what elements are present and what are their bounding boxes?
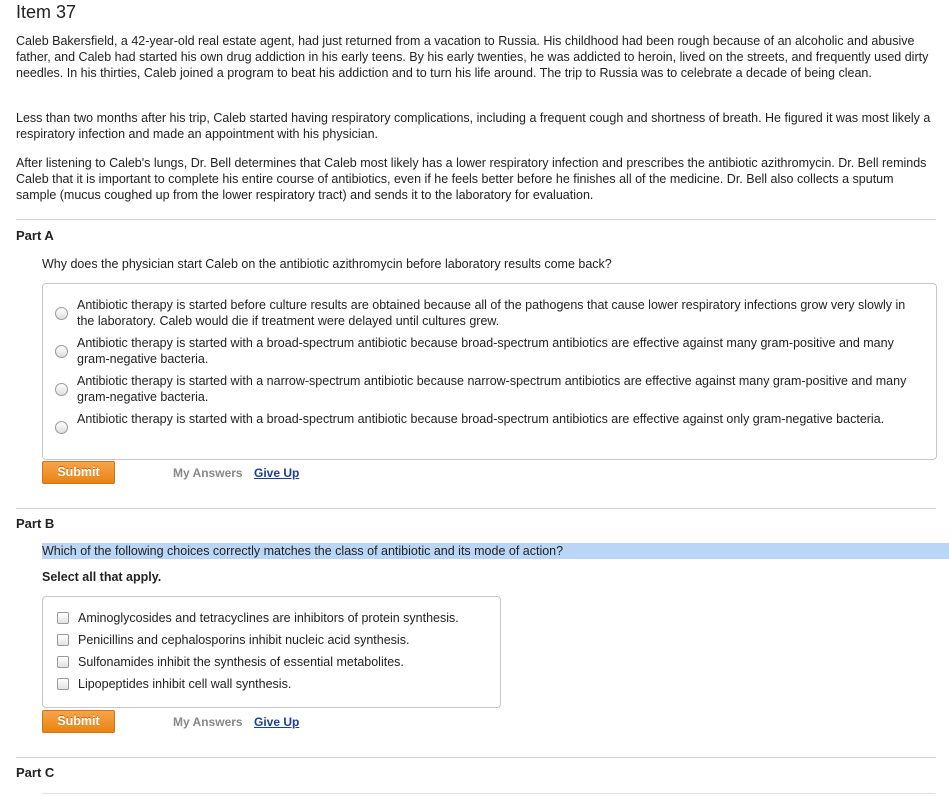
part-a-question: Why does the physician start Caleb on the antibiotic azithromycin before laboratory results come back? <box>42 257 612 271</box>
part-b-instruction: Select all that apply. <box>42 570 162 584</box>
divider <box>16 508 936 509</box>
item-title: Item 37 <box>16 2 77 22</box>
part-b-my-answers-link[interactable]: My Answers <box>173 715 243 729</box>
radio-button[interactable] <box>55 383 68 396</box>
option-text: Antibiotic therapy is started with a broad-spectrum antibiotic because broad-spectrum antibiotics are effective against many gram-positive and many gram-negative bacteria. <box>77 336 894 366</box>
part-b-give-up-link[interactable]: Give Up <box>254 715 300 729</box>
divider <box>16 219 936 220</box>
intro-paragraph-2: Less than two months after his trip, Caleb started having respiratory complications, including a frequent cough and shortness of breath. He figured it was most likely a respiratory infection and made an appointment with his physician. <box>16 111 931 141</box>
option-text: Antibiotic therapy is started with a broad-spectrum antibiotic because broad-spectrum antibiotics are effective against only gram-negative bacteria. <box>77 412 885 426</box>
divider <box>16 757 936 758</box>
option-text: Penicillins and cephalosporins inhibit nucleic acid synthesis. <box>78 633 410 647</box>
intro-paragraph-1: Caleb Bakersfield, a 42-year-old real estate agent, had just returned from a vacation to Russia. His childhood had been rough because of an alcoholic and abusive father, and Caleb had started his own drug addiction in his early teens. By his early twenties, he was addicted to heroin, lived on the streets, and frequently used dirty needles. In his thirties, Caleb joined a program to beat his addiction and to turn his life around. The trip to Russia was to celebrate a decade of being clean. <box>16 34 929 80</box>
part-b-title: Part B <box>16 516 55 531</box>
part-a-my-answers-link[interactable]: My Answers <box>173 466 243 480</box>
part-a-title: Part A <box>16 228 54 243</box>
part-c-content-edge <box>42 793 935 794</box>
part-a-choices-box <box>42 283 937 460</box>
part-a-option-1[interactable] <box>43 297 936 331</box>
part-a-submit-button[interactable]: Submit <box>42 461 115 484</box>
radio-button[interactable] <box>55 345 68 358</box>
part-a-option-2[interactable] <box>43 335 936 369</box>
part-a-option-4[interactable] <box>43 411 936 445</box>
checkbox[interactable] <box>57 656 69 668</box>
option-text: Lipopeptides inhibit cell wall synthesis. <box>78 677 292 691</box>
checkbox[interactable] <box>57 612 69 624</box>
radio-button[interactable] <box>55 421 68 434</box>
option-text: Antibiotic therapy is started with a narrow-spectrum antibiotic because narrow-spectrum antibiotics are effective against many gram-positive and many gram-negative bacteria. <box>77 374 907 404</box>
part-b-choices-box <box>42 596 501 708</box>
part-b-question: Which of the following choices correctly matches the class of antibiotic and its mode of action? <box>42 543 949 559</box>
option-text: Sulfonamides inhibit the synthesis of essential metabolites. <box>78 655 404 669</box>
checkbox[interactable] <box>57 678 69 690</box>
part-a-option-3[interactable] <box>43 373 936 407</box>
part-c-title: Part C <box>16 765 55 780</box>
radio-button[interactable] <box>55 307 68 320</box>
part-a-give-up-link[interactable]: Give Up <box>254 466 300 480</box>
part-b-submit-button[interactable]: Submit <box>42 710 115 733</box>
checkbox[interactable] <box>57 634 69 646</box>
intro-paragraph-3: After listening to Caleb's lungs, Dr. Bell determines that Caleb most likely has a lower respiratory infection and prescribes the antibiotic azithromycin. Dr. Bell reminds Caleb that it is important to complete his entire course of antibiotics, even if he feels better before he finishes all of the medicine. Dr. Bell also collects a sputum sample (mucus coughed up from the lower respiratory tract) and sends it to the laboratory for evaluation. <box>16 156 927 202</box>
option-text: Antibiotic therapy is started before culture results are obtained because all of the pathogens that cause lower respiratory infections grow very slowly in the laboratory. Caleb would die if treatment were delayed until cultures grew. <box>77 298 906 328</box>
option-text: Aminoglycosides and tetracyclines are inhibitors of protein synthesis. <box>78 611 459 625</box>
